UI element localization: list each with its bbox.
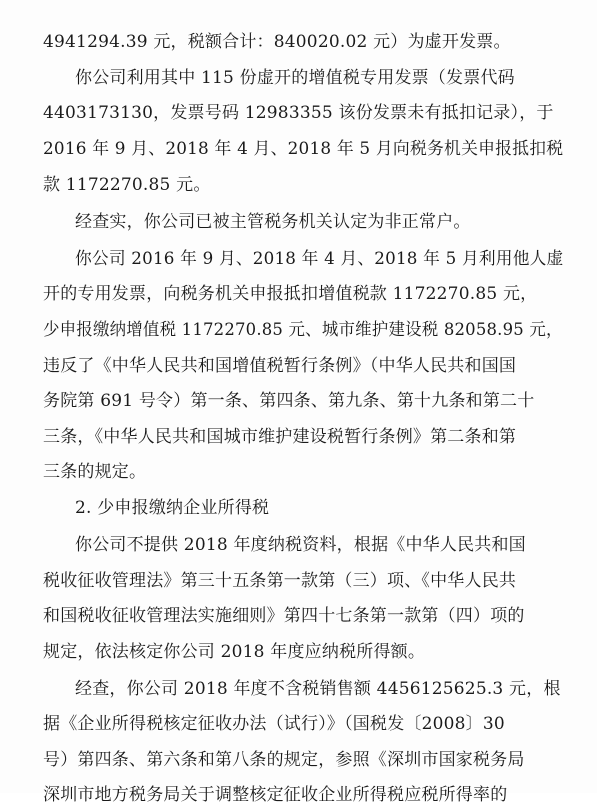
text-line: 号）第四条、第六条和第八条的规定，参照《深圳市国家税务局 [43, 750, 525, 770]
text-line: 少申报缴纳增值税 1172270.85 元、城市维护建设税 82058.95 元， [43, 320, 563, 340]
text-line: 据《企业所得税核定征收办法（试行）》（国税发〔2008〕30 [43, 714, 505, 734]
text-line: 三条，《中华人民共和国城市维护建设税暂行条例》第二条和第 [43, 427, 517, 447]
text-line: 规定，依法核定你公司 2018 年度应纳税所得额。 [43, 642, 426, 662]
text-line: 开的专用发票，向税务机关申报抵扣增值税款 1172270.85 元， [43, 284, 538, 304]
text-line: 2016 年 9 月、2018 年 4 月、2018 年 5 月向税务机关申报抵扣税 [43, 139, 564, 159]
section-heading: 2. 少申报缴纳企业所得税 [75, 498, 270, 518]
text-line: 和国税收征收管理法实施细则》第四十七条第一款第（四）项的 [43, 606, 525, 626]
text-line: 4941294.39 元，税额合计：840020.02 元）为虚开发票。 [43, 32, 511, 52]
text-line: 你公司利用其中 115 份虚开的增值税专用发票（发票代码 [75, 68, 515, 88]
text-line: 你公司 2016 年 9 月、2018 年 4 月、2018 年 5 月利用他人虚 [75, 249, 564, 269]
text-line: 违反了《中华人民共和国增值税暂行条例》（中华人民共和国国 [43, 356, 517, 376]
text-line: 款 1172270.85 元。 [43, 175, 211, 195]
text-line: 你公司不提供 2018 年度纳税资料，根据《中华人民共和国 [75, 535, 526, 555]
text-line: 4403173130，发票号码 12983355 该份发票未有抵扣记录），于 [43, 103, 554, 123]
text-line: 经查，你公司 2018 年度不含税销售额 4456125625.3 元，根 [75, 679, 561, 699]
text-line: 经查实，你公司已被主管税务机关认定为非正常户。 [75, 212, 471, 232]
text-line: 务院第 691 号令）第一条、第四条、第九条、第十九条和第二十 [43, 391, 535, 411]
text-line: 三条的规定。 [43, 462, 147, 482]
text-line: 税收征收管理法》第三十五条第一款第（三）项、《中华人民共 [43, 571, 517, 591]
text-line: 深圳市地方税务局关于调整核定征收企业所得税应税所得率的 [43, 785, 508, 805]
